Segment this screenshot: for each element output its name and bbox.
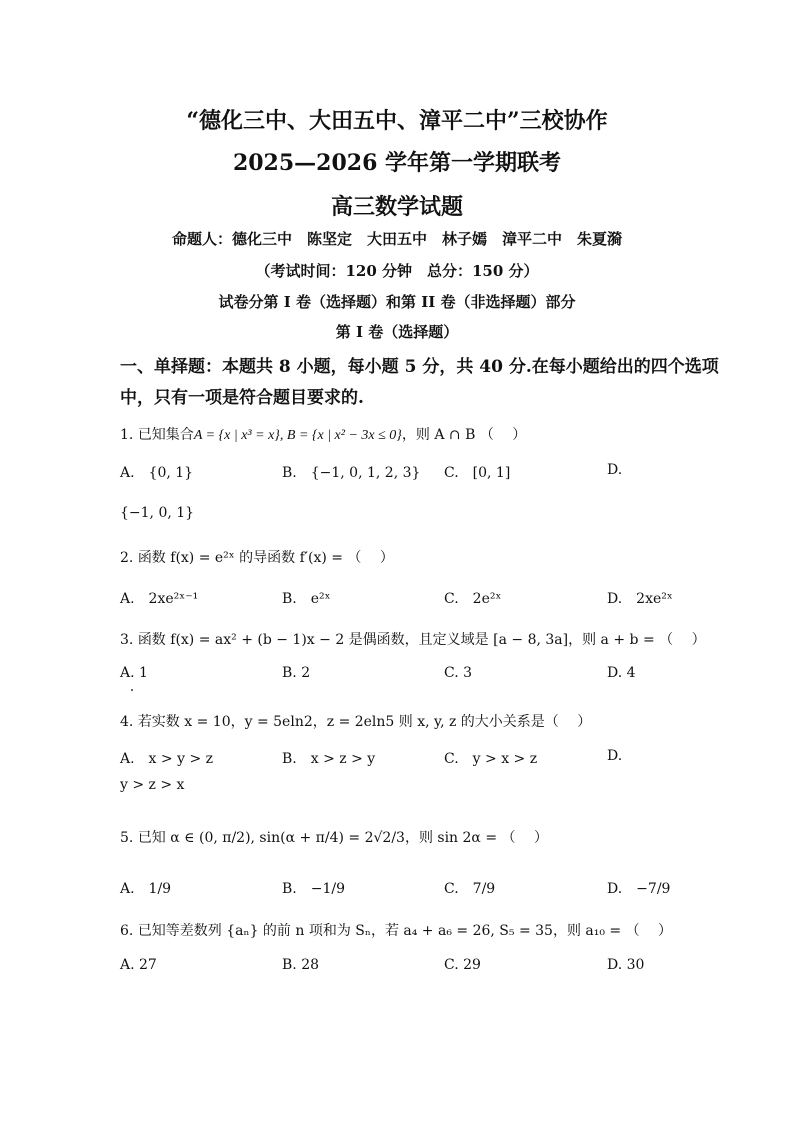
option-c: C. 2e²ˣ xyxy=(444,591,502,607)
option-b: B. e²ˣ xyxy=(282,591,331,607)
option-a: A. 2xe²ˣ⁻¹ xyxy=(120,591,199,607)
authors-line: 命题人：德化三中 陈坚定 大田五中 林子嫣 漳平二中 朱夏漪 xyxy=(171,230,622,248)
question-number: 5. xyxy=(120,830,134,846)
option-c: C. 7/9 xyxy=(444,881,496,897)
exam-info-line: （考试时间：120 分钟 总分：150 分） xyxy=(255,262,539,280)
option-d-value: {−1, 0, 1} xyxy=(120,505,195,521)
volume-title: 第 I 卷（选择题） xyxy=(335,323,459,341)
option-d-value: y > z > x xyxy=(120,777,185,793)
option-b: B. x > z > y xyxy=(282,751,376,767)
stray-dot-mark xyxy=(131,689,133,691)
question-number: 4. xyxy=(120,714,134,730)
question-5 xyxy=(120,827,548,847)
section-heading-line2: 中，只有一项是符合题目要求的. xyxy=(120,388,364,408)
option-d: D. −7/9 xyxy=(607,881,671,897)
question-1-math: A = {x | x³ = x}, B = {x | x² − 3x ≤ 0} xyxy=(193,428,402,443)
question-6-prompt: 已知等差数列 {aₙ} 的前 n 项和为 Sₙ，若 a₄ + a₆ = 26, S₅ = 35，则 a₁₀ = （ ） xyxy=(137,923,673,939)
option-c: C. [0, 1] xyxy=(444,465,511,481)
option-c: C. y > x > z xyxy=(444,751,538,767)
option-b: B. {−1, 0, 1, 2, 3} xyxy=(282,465,421,481)
option-c: C. 29 xyxy=(444,957,481,973)
section-heading-line1: 一、单择题：本题共 8 小题，每小题 5 分，共 40 分.在每小题给出的四个选项 xyxy=(120,357,719,377)
option-b: B. 28 xyxy=(282,957,320,973)
question-3-prompt: 函数 f(x) = ax² + (b − 1)x − 2 是偶函数，且定义域是 [a − 8, 3a]，则 a + b = （ ） xyxy=(137,632,706,648)
question-2 xyxy=(120,547,394,567)
option-d: D. 30 xyxy=(607,957,645,973)
volume-info-line: 试卷分第 I 卷（选择题）和第 II 卷（非选择题）部分 xyxy=(218,293,576,311)
question-2-prompt: 函数 f(x) = e²ˣ 的导函数 f′(x) = （ ） xyxy=(137,550,394,566)
option-a: A. {0, 1} xyxy=(120,465,194,481)
option-b: B. 2 xyxy=(282,665,311,681)
option-a: A. 1 xyxy=(120,665,148,681)
option-a: A. x > y > z xyxy=(120,751,214,767)
option-c: C. 3 xyxy=(444,665,473,681)
option-d: D. xyxy=(607,462,623,478)
option-a: A. 1/9 xyxy=(120,881,172,897)
option-d: D. xyxy=(607,748,623,764)
option-b: B. −1/9 xyxy=(282,881,345,897)
exam-title-line2: 2025—2026 学年第一学期联考 xyxy=(232,150,562,176)
question-3 xyxy=(120,629,706,649)
question-number: 1. xyxy=(120,427,134,443)
option-d: D. 2xe²ˣ xyxy=(607,591,673,607)
exam-title-line1: “德化三中、大田五中、漳平二中”三校协作 xyxy=(186,108,608,134)
question-number: 6. xyxy=(120,923,134,939)
question-number: 2. xyxy=(120,550,134,566)
exam-title-line3: 高三数学试题 xyxy=(330,194,463,220)
question-6 xyxy=(120,920,672,940)
option-a: A. 27 xyxy=(120,957,157,973)
question-4 xyxy=(120,711,591,731)
question-5-prompt: 已知 α ∈ (0, π/2), sin(α + π/4) = 2√2/3，则 sin 2α = （ ） xyxy=(137,830,548,846)
question-4-prompt: 若实数 x = 10，y = 5eln2，z = 2eln5 则 x, y, z 的大小关系是（ ） xyxy=(137,714,592,730)
question-1: 1. 已知集合A = {x | x³ = x}, B = {x | x² − 3x ≤ 0}，则 A ∩ B （ ） xyxy=(120,427,527,443)
question-number: 3. xyxy=(120,632,134,648)
option-d: D. 4 xyxy=(607,665,636,681)
